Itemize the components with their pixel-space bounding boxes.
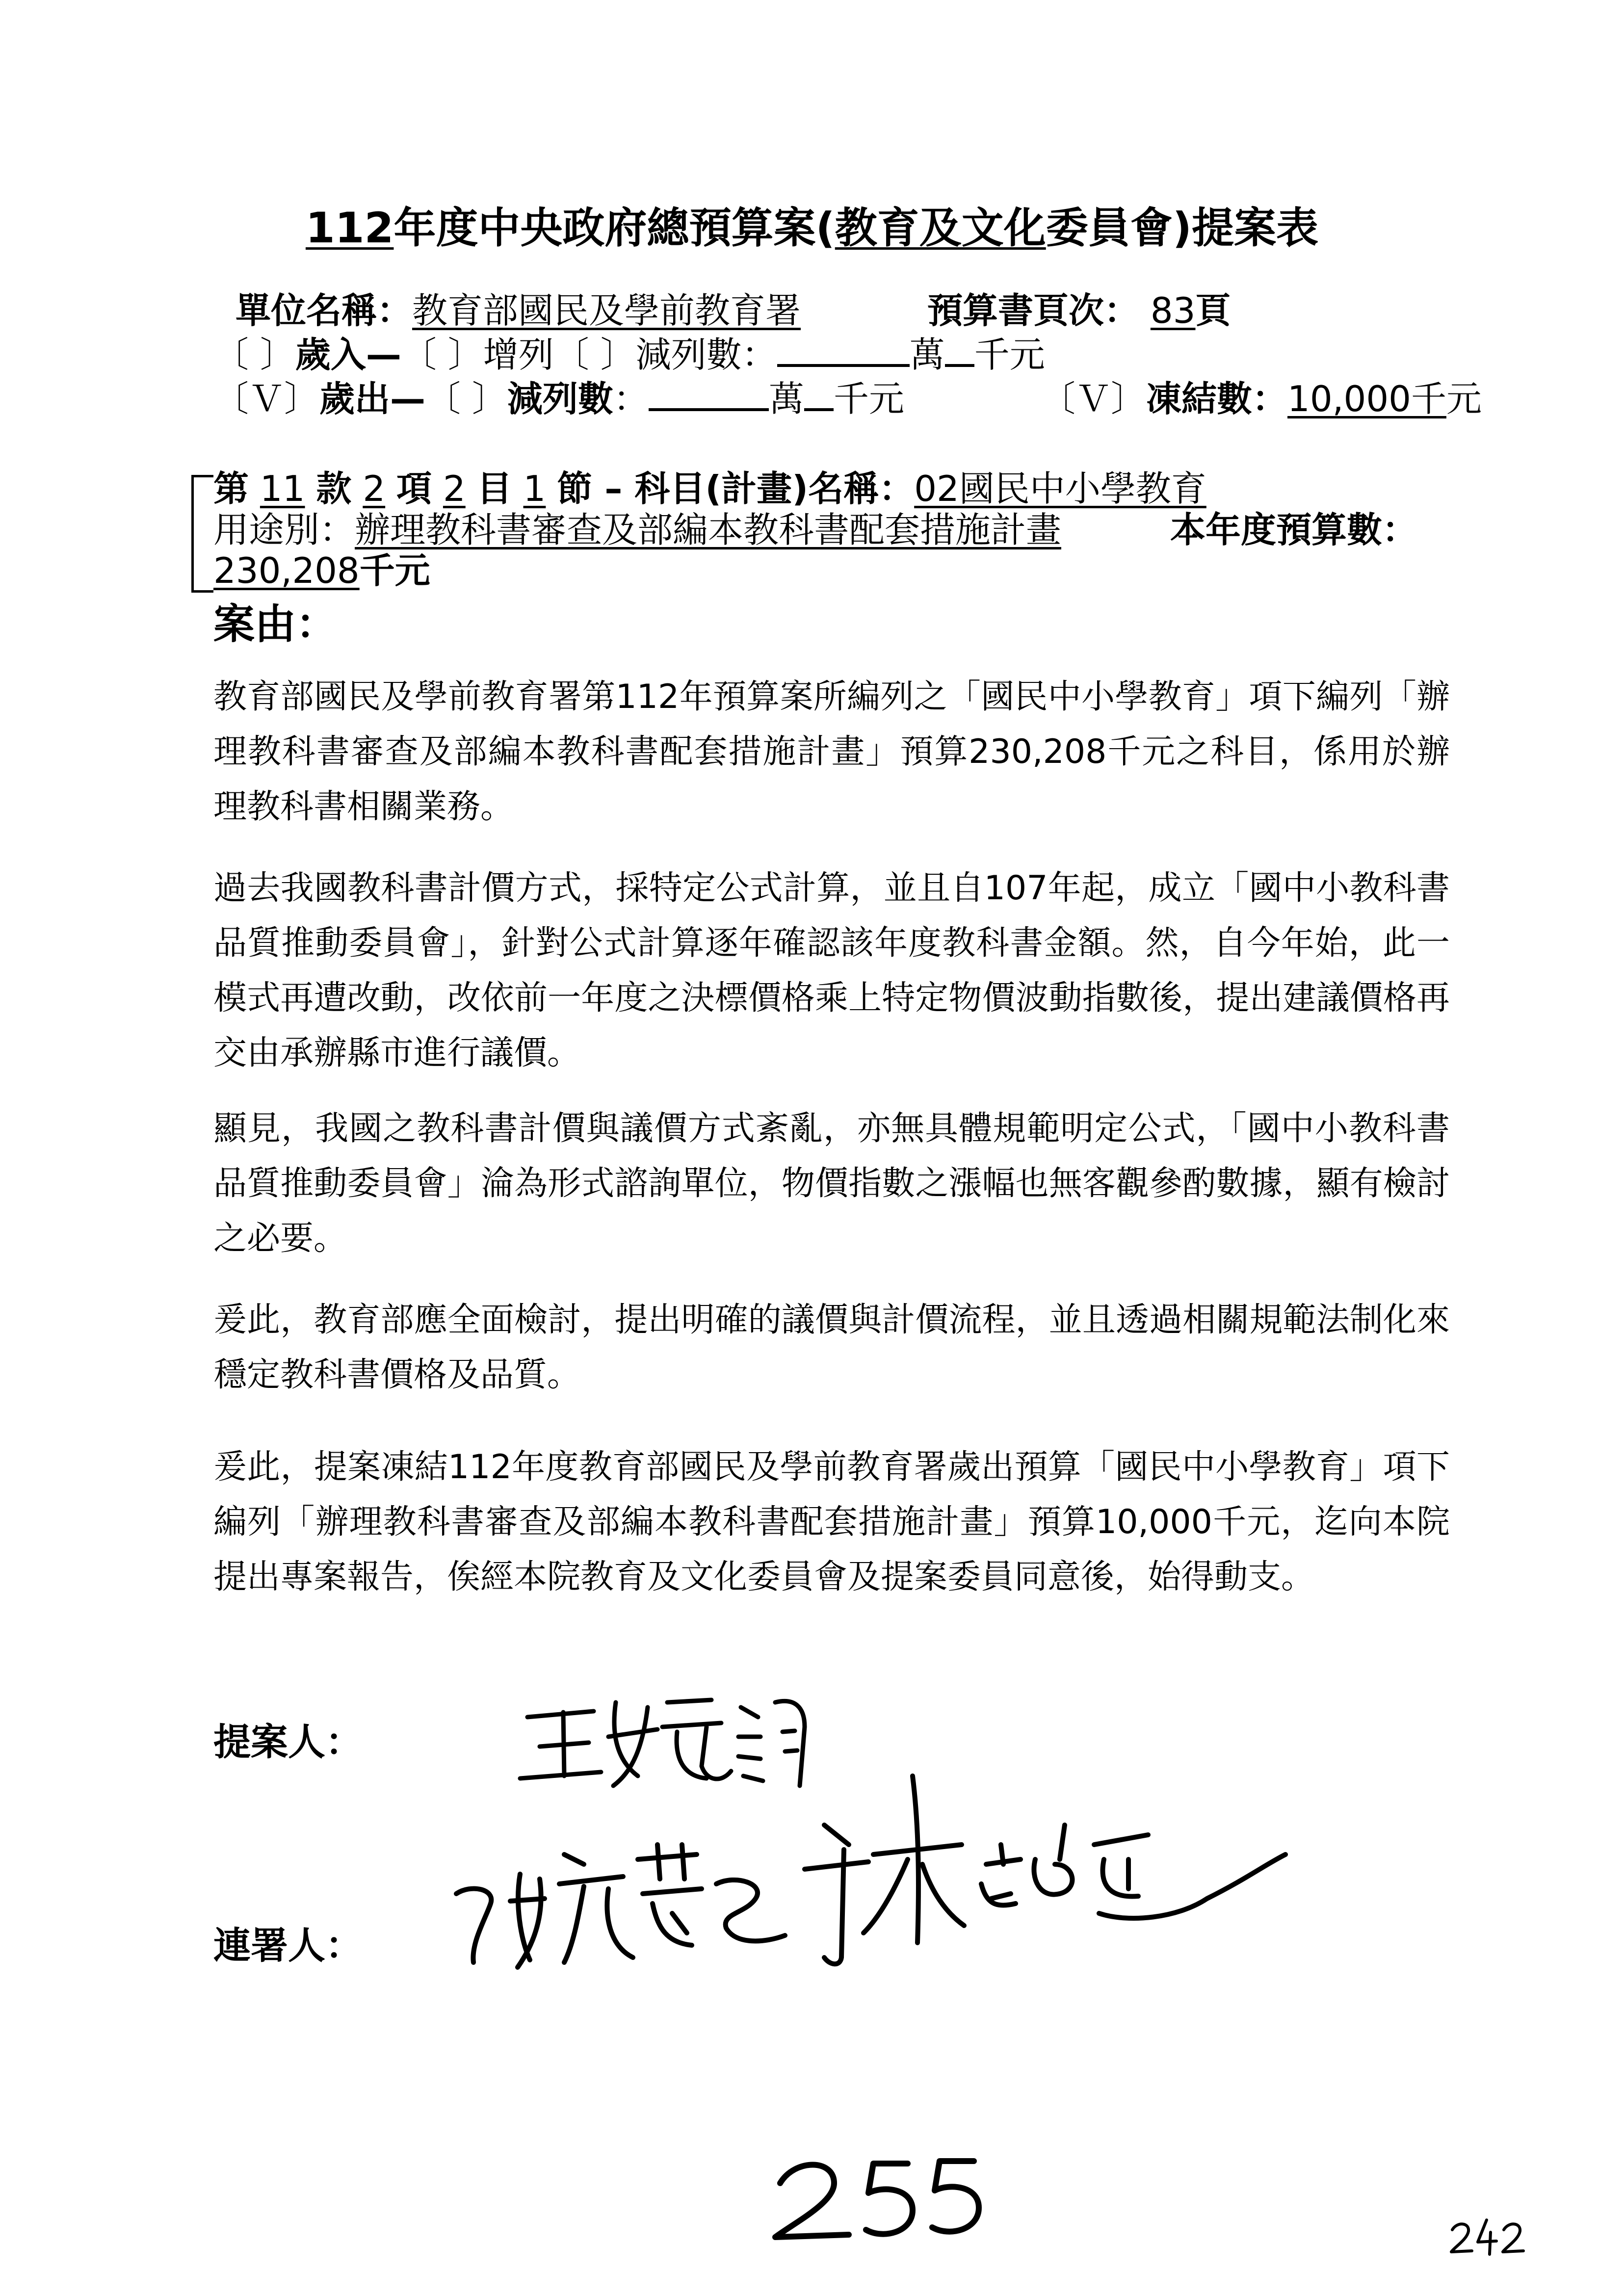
mu-number: 2 bbox=[443, 468, 466, 509]
revenue-label: 歲入— bbox=[295, 334, 401, 375]
expenditure-wan: 萬 bbox=[768, 378, 804, 419]
mu-label: 目 bbox=[476, 468, 512, 509]
cosigner-label: 連署人： bbox=[213, 1924, 363, 1967]
kuan-number: 11 bbox=[260, 468, 305, 509]
use-value: 辦理教科書審查及部編本教科書配套措施計畫 bbox=[355, 509, 1062, 550]
xiang-number: 2 bbox=[363, 468, 386, 509]
expenditure-label: 歲出— bbox=[319, 378, 426, 419]
budget-value: 230,208 bbox=[213, 550, 360, 591]
page-label: 預算書頁次： bbox=[927, 290, 1140, 331]
paragraph-2: 過去我國教科書計價方式，採特定公式計算，並且自107年起，成立「國中小教科書品質推動委員會」，針對公式計算逐年確認該年度教科書金額。然，自今年始，此一模式再遭改動，改依前一年度之決標價格乘上特定物價波動指數後，提出建議價格再交由承辦縣市進行議價。 bbox=[213, 869, 1450, 1072]
paragraph-1: 教育部國民及學前教育署第112年預算案所編列之「國民中小學教育」項下編列「辦理教科書審查及部編本教科書配套措施計畫」預算230,208千元之科目，係用於辦理教科書相關業務。 bbox=[213, 678, 1450, 826]
budget-label: 本年度預算數： bbox=[1170, 509, 1418, 550]
freeze-unit: 元 bbox=[1446, 378, 1482, 419]
use-label: 用途別： bbox=[213, 509, 355, 550]
jie-number: 1 bbox=[523, 468, 546, 509]
revenue-options: 〔 〕增列〔 〕減列數： bbox=[401, 334, 777, 375]
proposer-label: 提案人： bbox=[213, 1720, 363, 1764]
kuan-label: 款 bbox=[316, 468, 352, 509]
reason-heading: 案由： bbox=[213, 600, 338, 648]
page-number-255 bbox=[775, 2161, 979, 2237]
freeze-value: 10,000千 bbox=[1287, 378, 1446, 419]
expenditure-cut-label: 減列數 bbox=[507, 378, 613, 419]
paragraph-5: 爰此，提案凍結112年度教育部國民及學前教育署歲出預算「國民中小學教育」項下編列「辦理教科書審查及部編本教科書配套措施計畫」預算10,000千元，迄向本院提出專案報告，俟經本院教育及文化委員會及提案委員同意後，始得動支。 bbox=[213, 1448, 1450, 1596]
title-year: 112 bbox=[305, 204, 394, 253]
freeze-checkbox: 〔Ｖ〕 bbox=[1040, 378, 1147, 419]
budget-unit: 千元 bbox=[359, 550, 430, 591]
page-num: 83 bbox=[1150, 290, 1196, 331]
paragraph-4: 爰此，教育部應全面檢討，提出明確的議價與計價流程，並且透過相關規範法制化來穩定教科書價格及品質。 bbox=[213, 1301, 1450, 1394]
unit-label: 單位名稱： bbox=[236, 290, 413, 331]
revenue-qian: 千元 bbox=[974, 334, 1045, 375]
expenditure-checkbox: 〔Ｖ〕 bbox=[213, 378, 320, 419]
revenue-checkbox: 〔 〕 bbox=[213, 334, 295, 375]
expenditure-option: 〔 〕 bbox=[425, 378, 507, 419]
title-committee: 教育及文化 bbox=[835, 204, 1046, 253]
revenue-wan: 萬 bbox=[909, 334, 945, 375]
xiang-label: 項 bbox=[396, 468, 432, 509]
unit-value: 教育部國民及學前教育署 bbox=[412, 290, 801, 331]
expenditure-colon: ： bbox=[613, 378, 649, 419]
expenditure-qian: 千元 bbox=[833, 378, 904, 419]
subject-name: 02國民中小學教育 bbox=[914, 468, 1206, 509]
freeze-label: 凍結數： bbox=[1146, 378, 1288, 419]
kuan-pre: 第 bbox=[213, 468, 249, 509]
paragraph-3: 顯見，我國之教科書計價與議價方式紊亂，亦無具體規範明定公式，「國中小教科書品質推動委員會」淪為形式諮詢單位，物價指數之漲幅也無客觀參酌數據，顯有檢討之必要。 bbox=[213, 1109, 1450, 1258]
title-post: 委員會)提案表 bbox=[1046, 204, 1319, 253]
page-number-242 bbox=[1451, 2220, 1523, 2254]
title-pre: 年度中央政府總預算案( bbox=[393, 204, 835, 253]
jie-label: 節 – 科目(計畫)名稱： bbox=[557, 468, 915, 509]
proposer-signature bbox=[520, 1700, 805, 1786]
cosigner-signature bbox=[456, 1776, 1285, 1967]
page-unit: 頁 bbox=[1195, 290, 1231, 331]
